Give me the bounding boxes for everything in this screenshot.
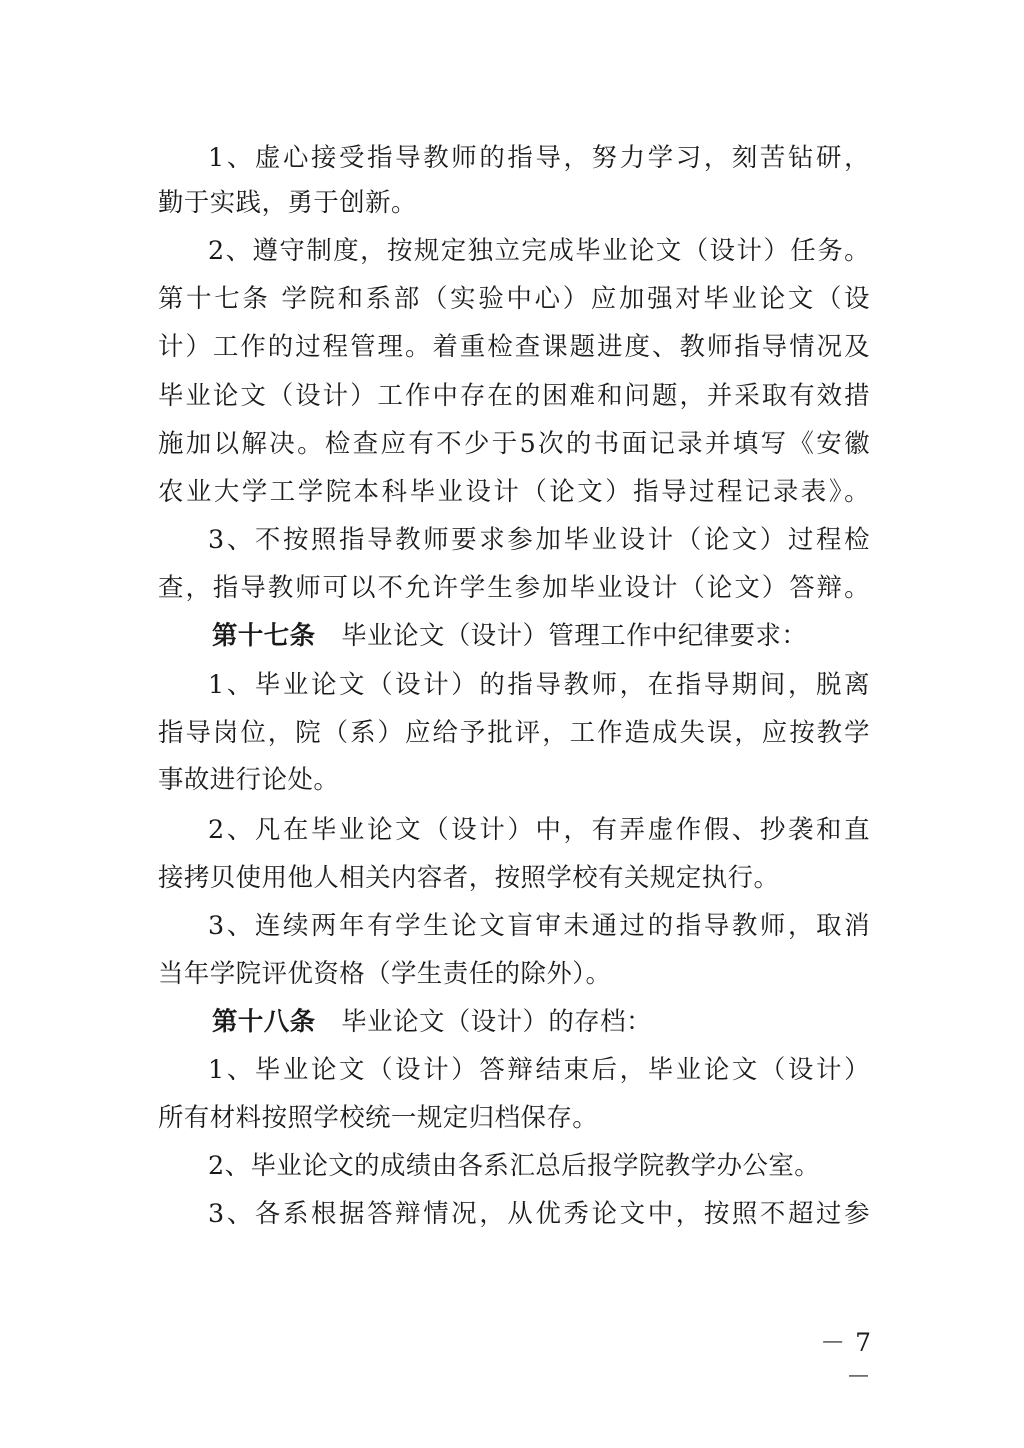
paragraph-line: 1、虚心接受指导教师的指导，努力学习，刻苦钻研，	[208, 142, 870, 172]
paragraph-line: 3、连续两年有学生论文盲审未通过的指导教师，取消	[208, 910, 870, 940]
article-18-title: 第十八条	[212, 1006, 316, 1036]
article-17-text: 毕业论文（设计）管理工作中纪律要求：	[341, 620, 808, 650]
paragraph-line: 指导岗位，院（系）应给予批评，工作造成失误，应按教学	[158, 717, 870, 747]
article-17-title: 第十七条	[212, 620, 316, 650]
paragraph-line: 2、遵守制度，按规定独立完成毕业论文（设计）任务。	[208, 235, 870, 265]
paragraph-line: 农业大学工学院本科毕业设计（论文）指导过程记录表》。	[158, 476, 870, 506]
paragraph-line: 3、不按照指导教师要求参加毕业设计（论文）过程检	[208, 524, 870, 554]
article-18-heading	[212, 1004, 924, 1038]
paragraph-line: 施加以解决。检查应有不少于5次的书面记录并填写《安徽	[158, 428, 870, 458]
paragraph-line: 毕业论文（设计）工作中存在的困难和问题，并采取有效措	[158, 380, 870, 410]
article-18-text: 毕业论文（设计）的存档：	[341, 1006, 652, 1036]
paragraph-line: 计）工作的过程管理。着重检查课题进度、教师指导情况及	[158, 331, 870, 361]
paragraph-line: 1、毕业论文（设计）的指导教师，在指导期间，脱离	[208, 669, 870, 699]
paragraph-line: 勤于实践，勇于创新。	[158, 187, 417, 217]
paragraph-line: 2、凡在毕业论文（设计）中，有弄虚作假、抄袭和直	[208, 814, 870, 844]
paragraph-line: 所有材料按照学校统一规定归档保存。	[158, 1102, 599, 1132]
paragraph-line: 1、毕业论文（设计）答辩结束后，毕业论文（设计）	[208, 1054, 870, 1084]
paragraph-line: 第十七条 学院和系部（实验中心）应加强对毕业论文（设	[158, 283, 870, 313]
article-17-heading	[212, 618, 924, 652]
paragraph-line: 当年学院评优资格（学生责任的除外）。	[158, 958, 612, 988]
paragraph-line: 3、各系根据答辩情况，从优秀论文中，按照不超过参	[208, 1198, 870, 1228]
paragraph-line: 2、毕业论文的成绩由各系汇总后报学院教学办公室。	[208, 1150, 821, 1180]
paragraph-line: 接拷贝使用他人相关内容者，按照学校有关规定执行。	[158, 862, 780, 892]
paragraph-line: 事故进行论处。	[158, 764, 340, 794]
paragraph-line: 查，指导教师可以不允许学生参加毕业设计（论文）答辩。	[158, 572, 870, 602]
page-number: － 7 －	[820, 1328, 872, 1391]
